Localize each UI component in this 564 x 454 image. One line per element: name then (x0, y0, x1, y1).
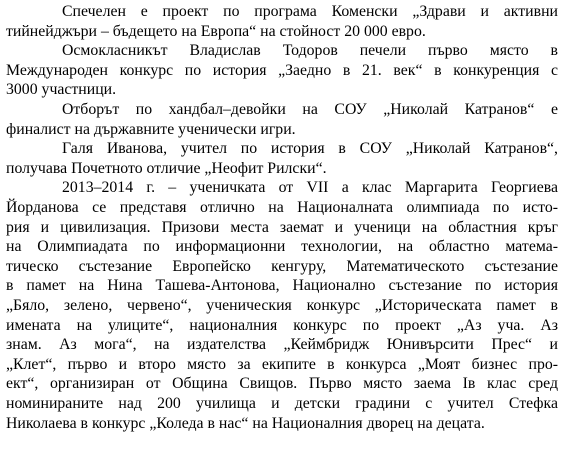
paragraph-3-line-1: Отборът по хандбал–девойки на СОУ „Николай Катранов“ е (62, 101, 558, 118)
paragraph-5-line-6: в памет на Нина Ташева-Антонова, Национално състезание по история (6, 277, 558, 295)
paragraph-5-line-9: знам. Аз мога“, на издателства „Кеймбридж Юнивърсити Прес“ и (6, 336, 558, 354)
paragraph-5-line-4: на Олимпиадата по информационни технологии, на областно матема- (6, 238, 558, 256)
paragraph-5-line-10: „Клет“, първо и второ място за екипите в конкурса „Моят бизнес про- (6, 355, 558, 373)
paragraph-5-line-5: тическо състезание Европейско кенгуру, Математическото състезание (6, 257, 558, 275)
paragraph-3-line-2: финалист на държавните ученически игри. (6, 120, 296, 138)
paragraph-2-line-3: 3000 участници. (6, 81, 117, 99)
paragraph-5-line-11: ект“, организиран от Община Свищов. Първо място заема Iв клас сред (6, 375, 558, 393)
paragraph-5-line-8: имената на улиците“, националния конкурс по проект „Аз уча. Аз (6, 316, 558, 334)
paragraph-1-line-2: тийнейджъри – бъдещето на Европа“ на стойност 20 000 евро. (6, 22, 426, 40)
paragraph-2-line-1: Осмокласникът Владислав Тодоров печели първо място в (62, 42, 558, 60)
paragraph-5-line-3: рия и цивилизация. Призови места заемат и ученици на областния кръг (6, 218, 558, 236)
paragraph-4-line-2: получава Почетното отличие „Неофит Рилски“. (6, 159, 327, 177)
paragraph-5-line-1: 2013–2014 г. – ученичката от VII а клас Маргарита Георгиева (62, 179, 558, 197)
paragraph-2-line-2: Международен конкурс по история „Заедно в 21. век“ в конкуренция с (6, 61, 558, 79)
paragraph-5-line-12: номинираните над 200 училища и детски градини с учител Стефка (6, 395, 558, 412)
paragraph-4-line-1: Галя Иванова, учител по история в СОУ „Николай Катранов“, (62, 140, 558, 158)
paragraph-5-line-7: „Бяло, зелено, червено“, ученическия конкурс „Историческата памет в (6, 297, 558, 314)
paragraph-5-line-2: Йорданова се представя отлично на Националната олимпиада по исто- (6, 199, 558, 216)
paragraph-1-line-1: Спечелен е проект по програма Коменски „Здрави и активни (62, 3, 558, 20)
paragraph-5-line-13: Николаева в конкурс „Коледа в нас“ на Националния дворец на децата. (6, 414, 485, 432)
